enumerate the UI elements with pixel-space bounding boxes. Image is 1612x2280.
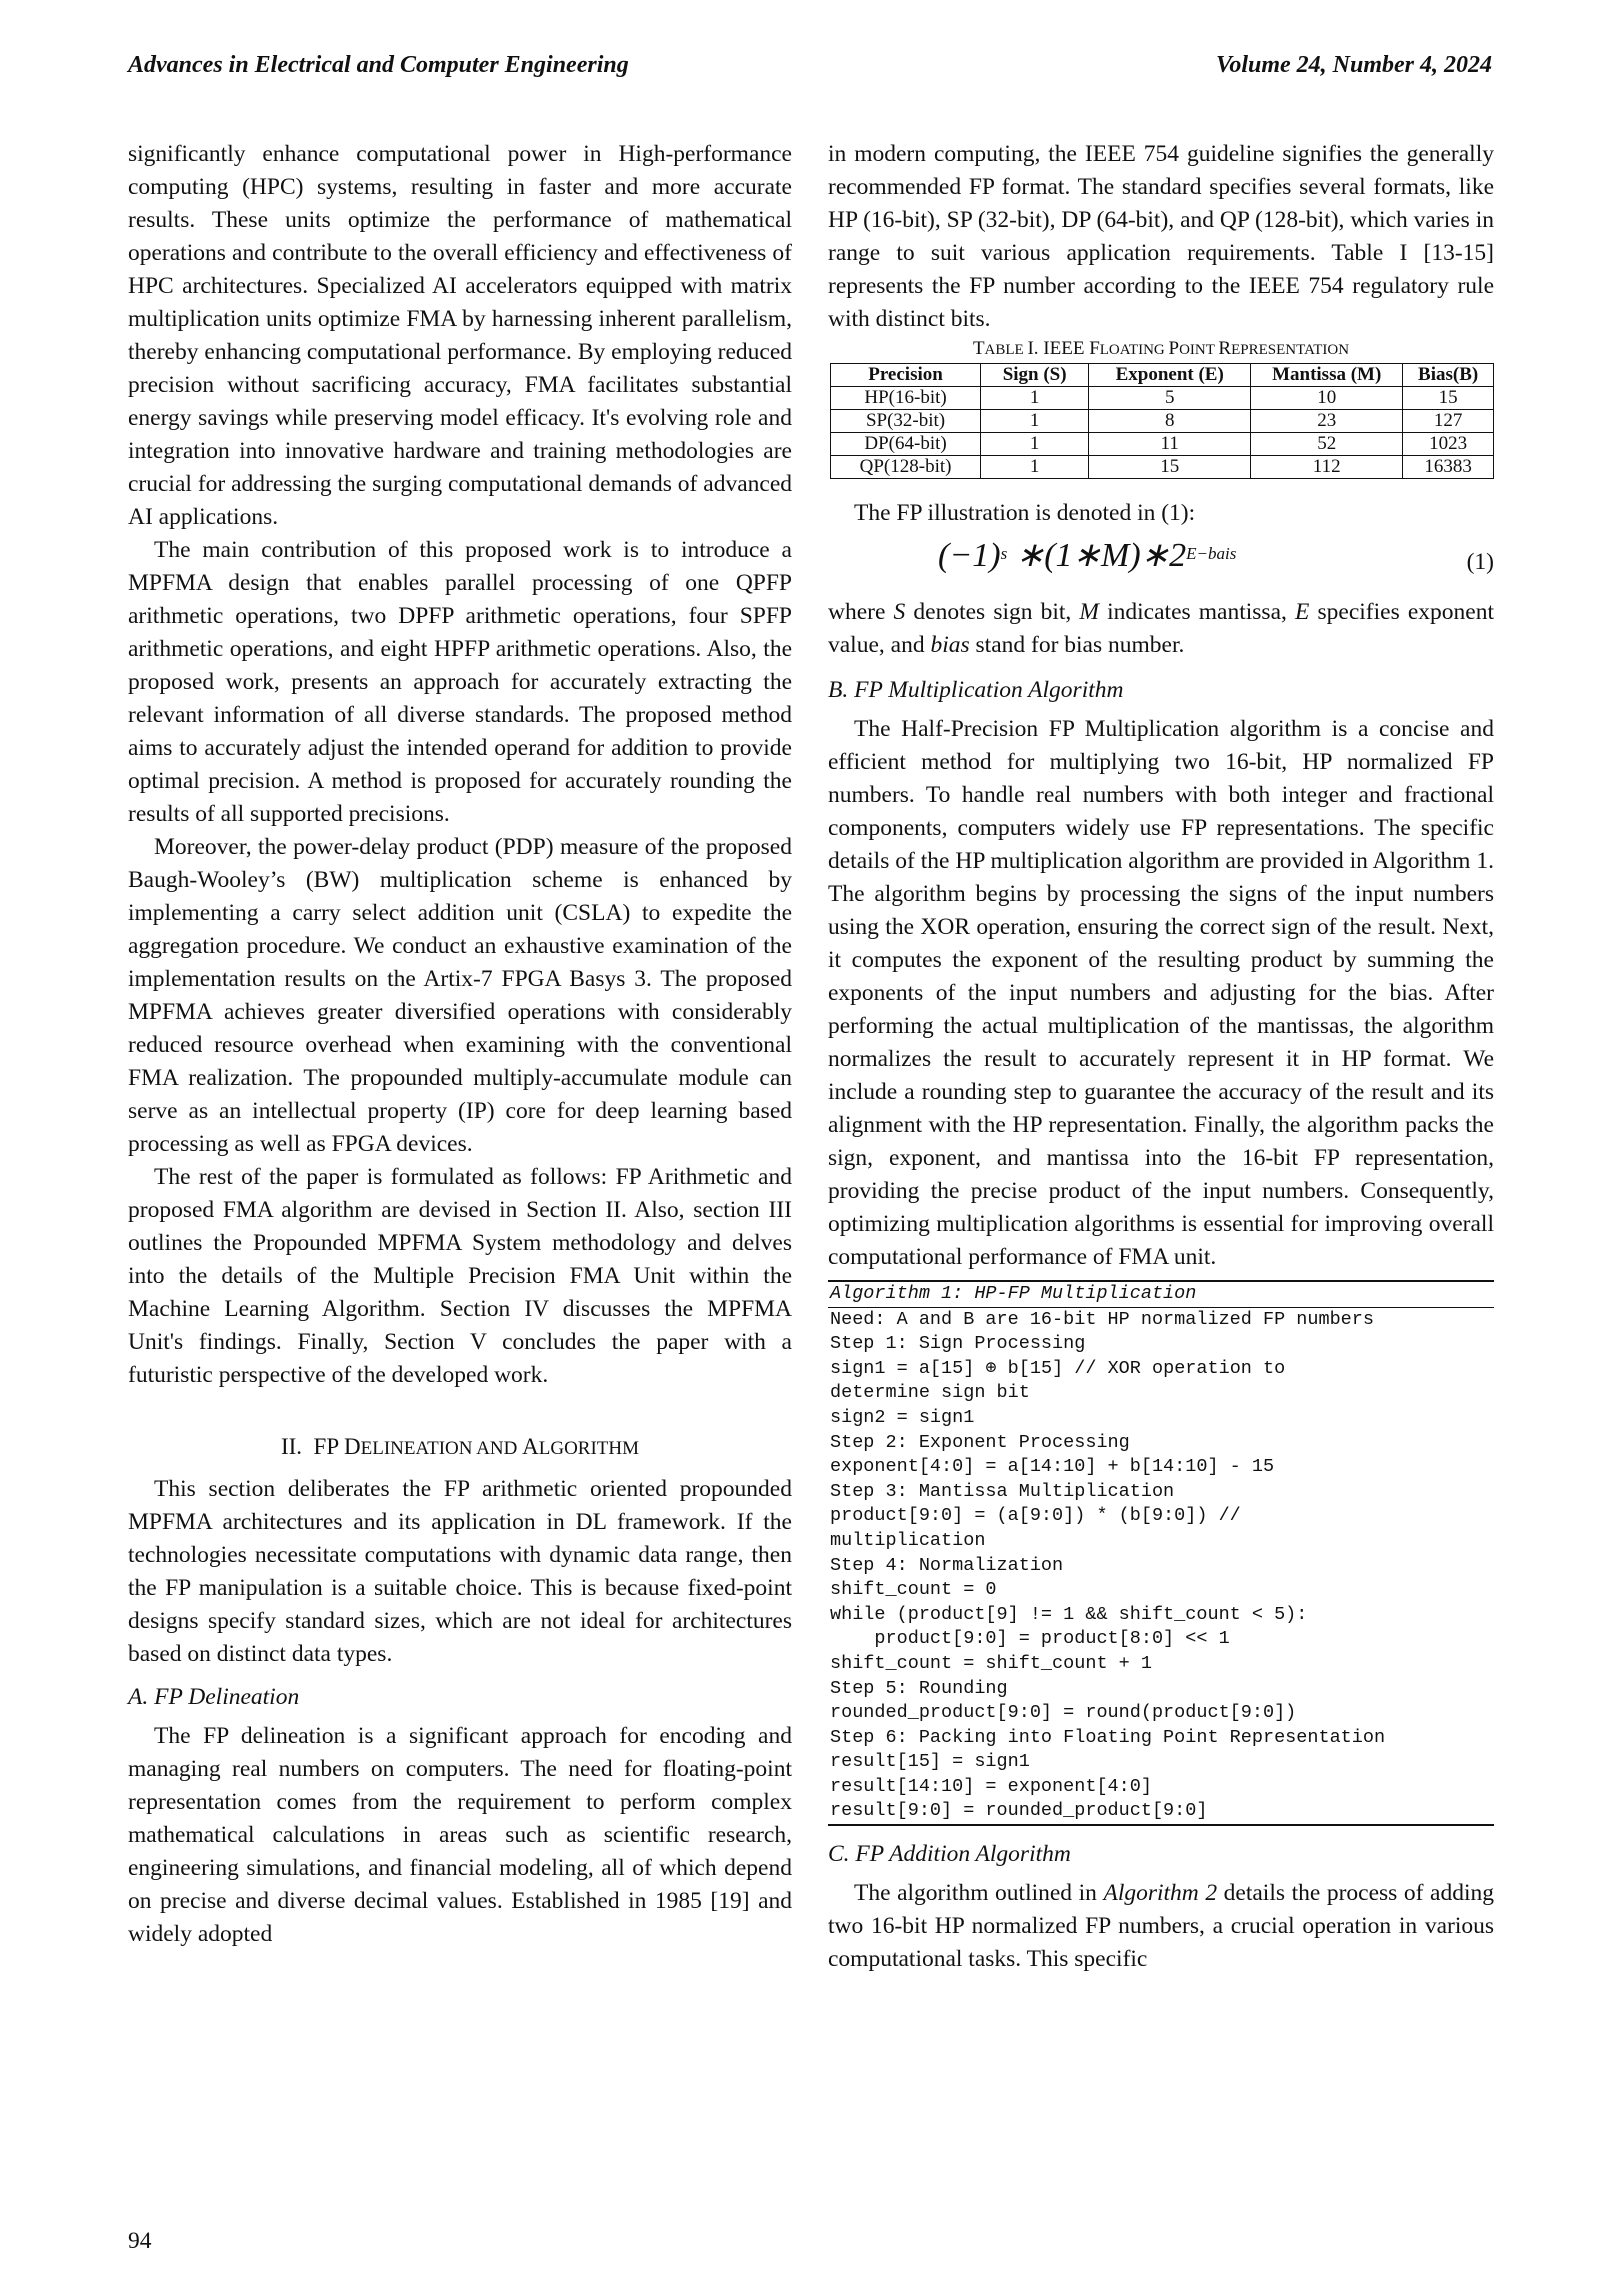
subsection-heading: B. FP Multiplication Algorithm [828,677,1124,703]
algorithm-line: Step 1: Sign Processing [830,1333,1086,1355]
right-column [828,138,1494,1976]
algorithm-line: Step 3: Mantissa Multiplication [830,1480,1175,1502]
algorithm-line: product[9:0] = (a[9:0]) * (b[9:0]) // [830,1505,1241,1527]
paragraph: The main contribution of this proposed work is to introduce a MPFMA design that enables parallel processing of one QPFP arithmetic operations, two DPFP arithmetic operations, four SPFP arithmetic operations, and eight HPFP arithmetic operations. Also, the proposed work, presents an approach for accurately extracting the relevant information of all diverse standards. The proposed method aims to accurately adjust the intended operand for addition to provide optimal precision. A method is proposed for accurately rounding the results of all supported precisions. [128,537,792,827]
algorithm-line: Step 2: Exponent Processing [830,1431,1130,1453]
journal-title: Advances in Electrical and Computer Engineering [128,52,629,78]
table-header: Mantissa (M) [1251,364,1403,387]
table-header: Precision [831,364,981,387]
algorithm-line: Need: A and B are 16-bit HP normalized FP numbers [830,1308,1374,1330]
table-row: DP(64-bit) 1 11 52 1023 [831,433,1494,456]
algorithm-title: Algorithm 1: HP-FP Multiplication [828,1282,1494,1308]
algorithm-line: result[15] = sign1 [830,1751,1030,1773]
algorithm-line: exponent[4:0] = a[14:10] + b[14:10] - 15 [830,1456,1275,1478]
paragraph: The FP illustration is denoted in (1): [854,500,1196,526]
paragraph: where S denotes sign bit, M indicates mantissa, E specifies exponent value, and bias stand for bias number. [828,599,1494,658]
algorithm-line: multiplication [830,1529,986,1551]
algorithm-line: sign2 = sign1 [830,1406,975,1428]
algorithm-line: result[9:0] = rounded_product[9:0] [830,1800,1208,1822]
subsection-heading: A. FP Delineation [128,1684,300,1710]
table-caption: TABLE I. IEEE FLOATING POINT REPRESENTATION [972,338,1350,359]
algorithm-line: while (product[9] != 1 && shift_count < 5): [830,1603,1308,1625]
table-header: Bias(B) [1403,364,1494,387]
equation-1 [828,534,1494,590]
paragraph: The FP delineation is a significant approach for encoding and managing real numbers on computers. The need for floating-point representation comes from the requirement to perform complex mathematical calculations in areas such as scientific research, engineering simulations, and financial modeling, all of which depend on precise and diverse decimal values. Established in 1985 [19] and widely adopted [128,1723,792,1947]
volume-info: Volume 24, Number 4, 2024 [1215,52,1492,78]
paragraph: The rest of the paper is formulated as follows: FP Arithmetic and proposed FMA algorithm are devised in Section II. Also, section III outlines the Propounded MPFMA System methodology and delves into the details of the Multiple Precision FMA Unit within the Machine Learning Algorithm. Section IV discusses the MPFMA Unit's findings. Finally, Section V concludes the paper with a futuristic perspective of the developed work. [128,1164,792,1388]
paragraph: in modern computing, the IEEE 754 guideline signifies the generally recommended FP format. The standard specifies several formats, like HP (16-bit), SP (32-bit), DP (64-bit), and QP (128-bit), which varies in range to suit various application requirements. Table I [13-15] represents the FP number according to the IEEE 754 regulatory rule with distinct bits. [828,141,1494,332]
equation-number: (1) [1466,549,1494,575]
algorithm-line: shift_count = 0 [830,1579,997,1601]
algorithm-line: rounded_product[9:0] = round(product[9:0]) [830,1702,1297,1724]
section-heading: II. FP DELINEATION AND ALGORITHM [280,1434,640,1459]
paragraph: Moreover, the power-delay product (PDP) measure of the proposed Baugh-Wooley’s (BW) multiplication scheme is enhanced by implementing a carry select addition unit (CSLA) to expedite the aggregation procedure. We conduct an exhaustive examination of the implementation results on the Artix-7 FPGA Basys 3. The proposed MPFMA achieves greater diversified operations with considerably reduced resource overhead when examining with the conventional FMA realization. The propounded multiply-accumulate module can serve as an intellectual property (IP) core for deep learning based processing as well as FPGA devices. [128,834,792,1157]
algorithm-line: result[14:10] = exponent[4:0] [830,1775,1152,1797]
table-header: Exponent (E) [1089,364,1251,387]
table-row: HP(16-bit) 1 5 10 15 [831,387,1494,410]
page-number: 94 [128,2228,152,2254]
table-header: Sign (S) [981,364,1089,387]
paragraph: This section deliberates the FP arithmetic oriented propounded MPFMA architectures and its application in DL framework. If the technologies necessitate computations with dynamic data range, then the FP manipulation is a suitable choice. This is because fixed-point designs specify standard sizes, which are not ideal for architectures based on distinct data types. [128,1476,792,1667]
algorithm-line: Step 4: Normalization [830,1554,1064,1576]
subsection-heading: C. FP Addition Algorithm [828,1841,1071,1868]
ieee-fp-table [830,363,1494,479]
algorithm-line: Step 5: Rounding [830,1677,1008,1699]
table-row: SP(32-bit) 1 8 23 127 [831,410,1494,433]
left-column [128,138,792,1951]
algorithm-line: determine sign bit [830,1382,1030,1404]
algorithm-line: sign1 = a[15] ⊕ b[15] // XOR operation to [830,1357,1286,1379]
table-row: QP(128-bit) 1 15 112 16383 [831,456,1494,479]
paragraph: significantly enhance computational power in High-performance computing (HPC) systems, resulting in faster and more accurate results. These units optimize the performance of mathematical operations and contribute to the overall efficiency and effectiveness of HPC architectures. Specialized AI accelerators equipped with matrix multiplication units optimize FMA by harnessing inherent parallelism, thereby enhancing computational performance. By employing reduced precision without sacrificing accuracy, FMA facilitates substantial energy savings while preserving model efficacy. It's evolving role and integration into innovative hardware and training methodologies are crucial for addressing the surging computational demands of advanced AI applications. [128,141,792,530]
paragraph: The Half-Precision FP Multiplication algorithm is a concise and efficient method for multiplying two 16-bit, HP normalized FP numbers. To handle real numbers with both integer and fractional components, computers widely use FP representations. The specific details of the HP multiplication algorithm are provided in Algorithm 1. The algorithm begins by processing the signs of the input numbers using the XOR operation, ensuring the correct sign of the result. Next, it computes the exponent of the resulting product by summing the exponents of the input numbers and adjusting for the bias. After performing the actual multiplication of the mantissas, the algorithm normalizes the result to accurately represent it in HP format. We include a rounding step to guarantee the accuracy of the result and its alignment with the HP representation. Finally, the algorithm packs the sign, exponent, and mantissa into the 16-bit FP representation, providing the precise product of the input numbers. Consequently, optimizing multiplication algorithms is essential for improving overall computational performance of FMA unit. [828,716,1494,1270]
section-number: II. [280,1434,303,1459]
algorithm-1-box [828,1280,1494,1826]
algorithm-line: shift_count = shift_count + 1 [830,1652,1152,1674]
paragraph: The algorithm outlined in Algorithm 2 details the process of adding two 16-bit HP normalized FP numbers, a crucial operation in various computational tasks. This specific [828,1880,1494,1973]
algorithm-line: Step 6: Packing into Floating Point Representation [830,1726,1386,1748]
equation: $(-1)^s$ $∗(1∗M)∗2^{E-bais}$ [938,537,1237,574]
algorithm-line: product[9:0] = product[8:0] << 1 [830,1628,1230,1650]
